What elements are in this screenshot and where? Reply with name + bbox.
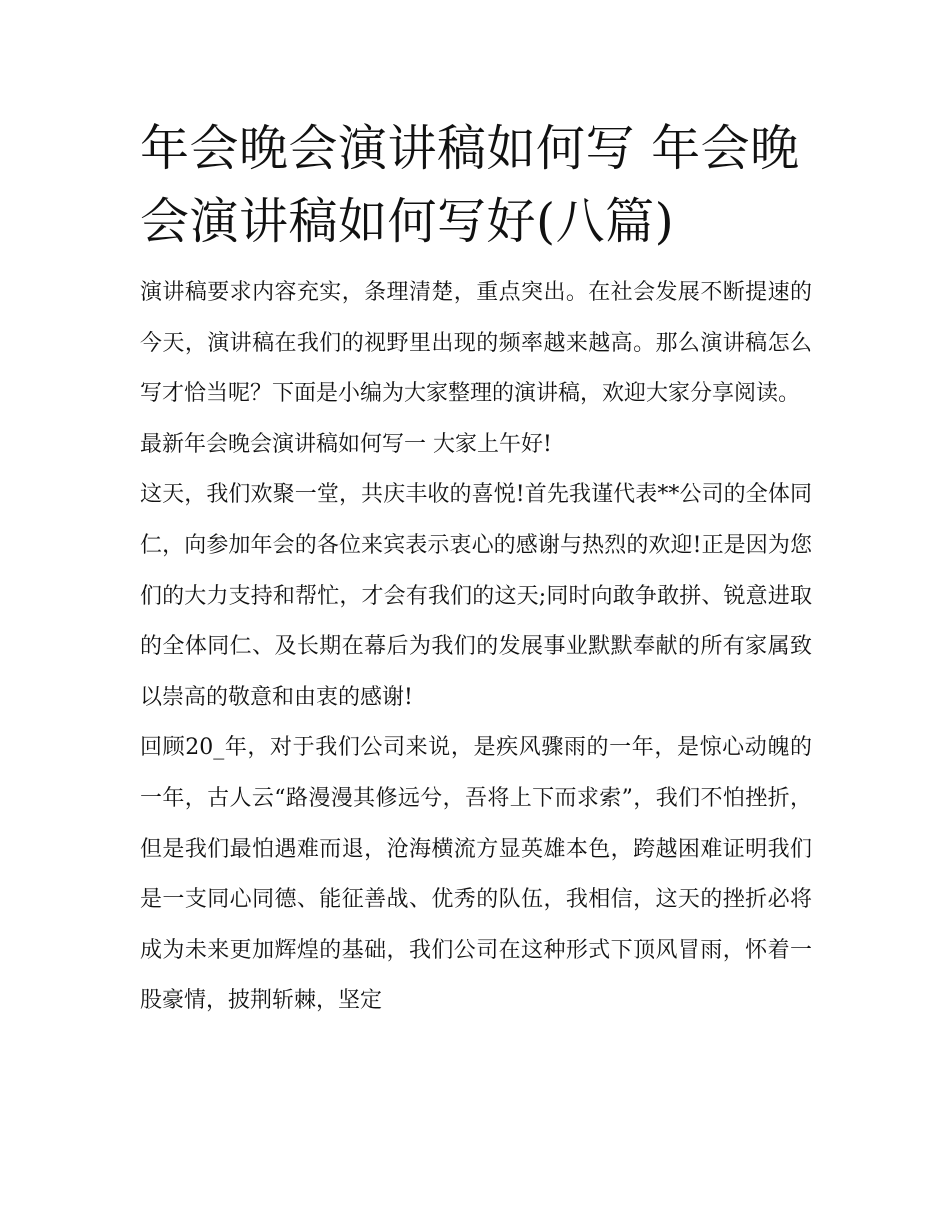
document-body — [140, 112, 812, 1027]
paragraph-intro: 演讲稿要求内容充实，条理清楚，重点突出。在社会发展不断提速的今天，演讲稿在我们的视野里出现的频率越来越高。那么演讲稿怎么写才恰当呢？下面是小编为大家整理的演讲稿，欢迎大家分享阅读。 — [140, 280, 812, 407]
document-title: 年会晚会演讲稿如何写 年会晚会演讲稿如何写好(八篇) — [140, 120, 800, 250]
paragraph-review: 回顾20_年，对于我们公司来说，是疾风骤雨的一年，是惊心动魄的一年，古人云“路漫漫其修远兮，吾将上下而求索”，我们不怕挫折，但是我们最怕遇难而退，沧海横流方显英雄本色，跨越困难证明我们是一支同心同德、能征善战、优秀的队伍，我相信，这天的挫折必将成为未来更加辉煌的基础，我们公司在这种形式下顶风冒雨，怀着一股豪情，披荆斩棘，坚定 — [140, 735, 812, 1014]
paragraph-section-heading: 最新年会晚会演讲稿如何写一 大家上午好! — [140, 431, 552, 457]
paragraph-welcome: 这天，我们欢聚一堂，共庆丰收的喜悦!首先我谨代表**公司的全体同仁，向参加年会的各位来宾表示衷心的感谢与热烈的欢迎!正是因为您们的大力支持和帮忙，才会有我们的这天;同时向敢争敢拼、锐意进取的全体同仁、及长期在幕后为我们的发展事业默默奉献的所有家属致以崇高的敬意和由衷的感谢! — [140, 482, 812, 710]
